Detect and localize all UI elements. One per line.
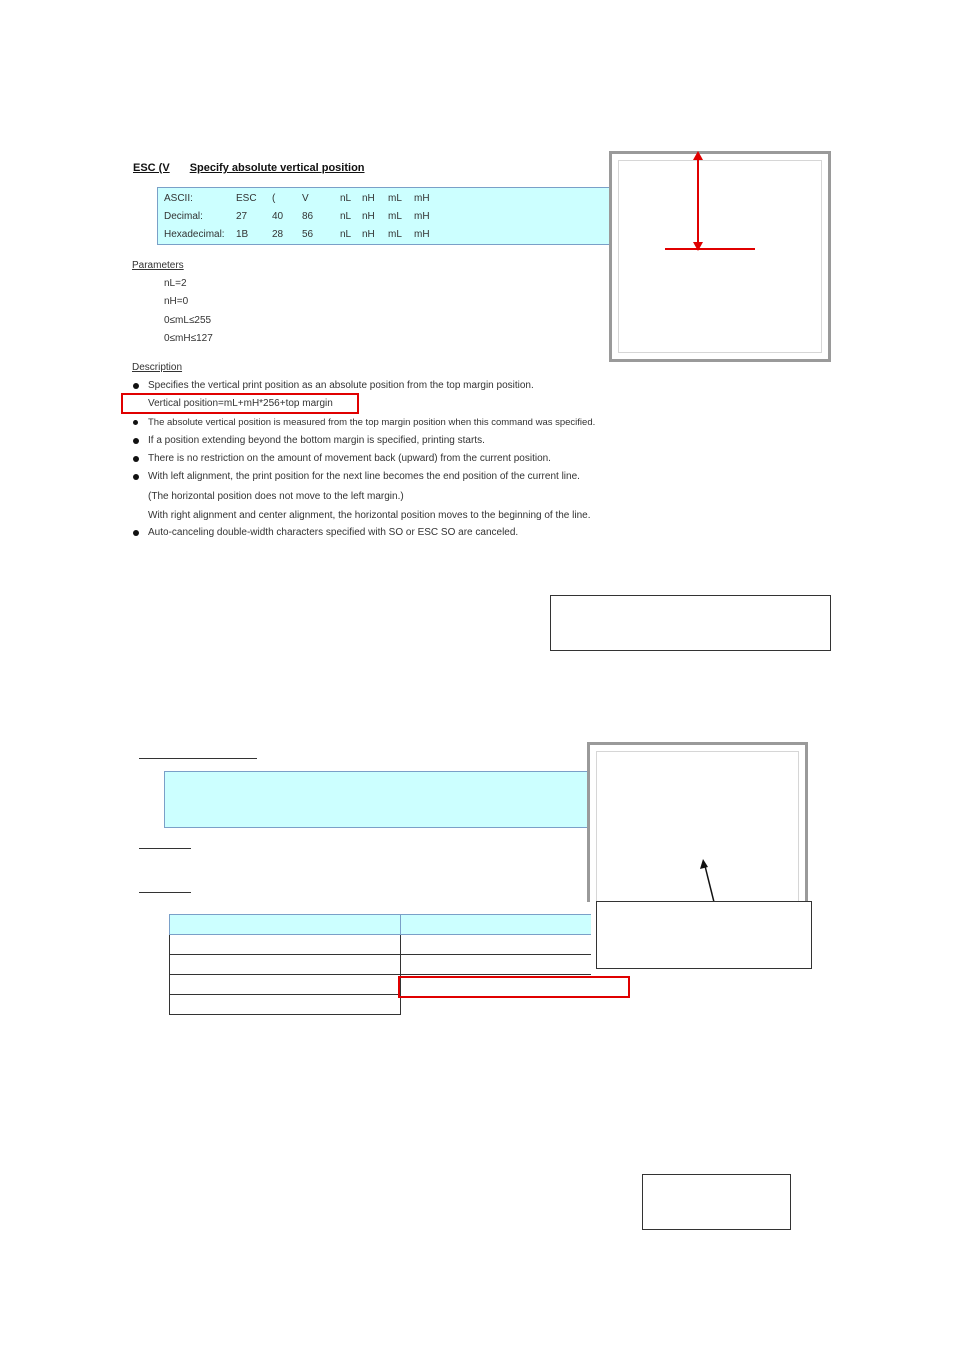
- parameter-item: 0≤mL≤255: [164, 315, 212, 326]
- description-underline-2: [139, 892, 191, 893]
- settings-table: [169, 914, 591, 1016]
- table-row: [170, 1015, 591, 1016]
- parameter-item: 0≤mH≤127: [164, 333, 213, 344]
- command-code-box-2: [164, 771, 589, 828]
- table-row: [170, 915, 591, 935]
- parameter-item: nH=0: [164, 296, 189, 307]
- bullet-icon: [133, 456, 139, 462]
- command-code: ESC (V: [133, 162, 170, 174]
- command-title: [133, 162, 365, 174]
- description-line: If a position extending beyond the bottom margin is specified, printing starts.: [148, 435, 485, 446]
- bullet-icon: [133, 530, 139, 536]
- description-line: There is no restriction on the amount of movement back (upward) from the current position.: [148, 453, 551, 464]
- parameters-underline-2: [139, 848, 191, 849]
- note-box: [550, 595, 831, 651]
- description-line: Auto-canceling double-width characters specified with SO or ESC SO are canceled.: [148, 527, 519, 538]
- description-heading: Description: [132, 362, 183, 373]
- pointer-arrow-icon: [694, 858, 724, 904]
- bullet-icon: [133, 420, 138, 425]
- bullet-icon: [133, 474, 139, 480]
- description-line: The absolute vertical position is measured from the top margin position when this command was specified.: [148, 417, 596, 428]
- table-row: [170, 955, 591, 975]
- vertical-position-arrow-icon: [660, 151, 760, 255]
- table-highlight-box: [398, 976, 630, 998]
- formula-line: Vertical position=mL+mH*256+top margin: [148, 398, 333, 409]
- bullet-icon: [133, 438, 139, 444]
- callout-box: [596, 901, 812, 969]
- parameters-heading: Parameters: [132, 260, 184, 271]
- description-line: With left alignment, the print position for the next line becomes the end position of the current line.: [148, 471, 580, 482]
- description-line: (The horizontal position does not move to the left margin.): [148, 491, 404, 502]
- command-name: Specify absolute vertical position: [189, 162, 365, 174]
- description-line: Specifies the vertical print position as an absolute position from the top margin position.: [148, 380, 534, 391]
- description-line: With right alignment and center alignment, the horizontal position moves to the beginning of the line.: [148, 510, 591, 521]
- section-heading-underline: [139, 758, 257, 759]
- command-code-box: ASCII: ESC ( V nL nH mL mH Decimal: 27 40 86 nL nH mL mH Hexadecimal: 1B 28 56 nL nH mL mH: [157, 187, 610, 245]
- parameter-item: nL=2: [164, 278, 187, 289]
- note-box-small: [642, 1174, 791, 1230]
- table-row: [170, 935, 591, 955]
- bullet-icon: [133, 383, 139, 389]
